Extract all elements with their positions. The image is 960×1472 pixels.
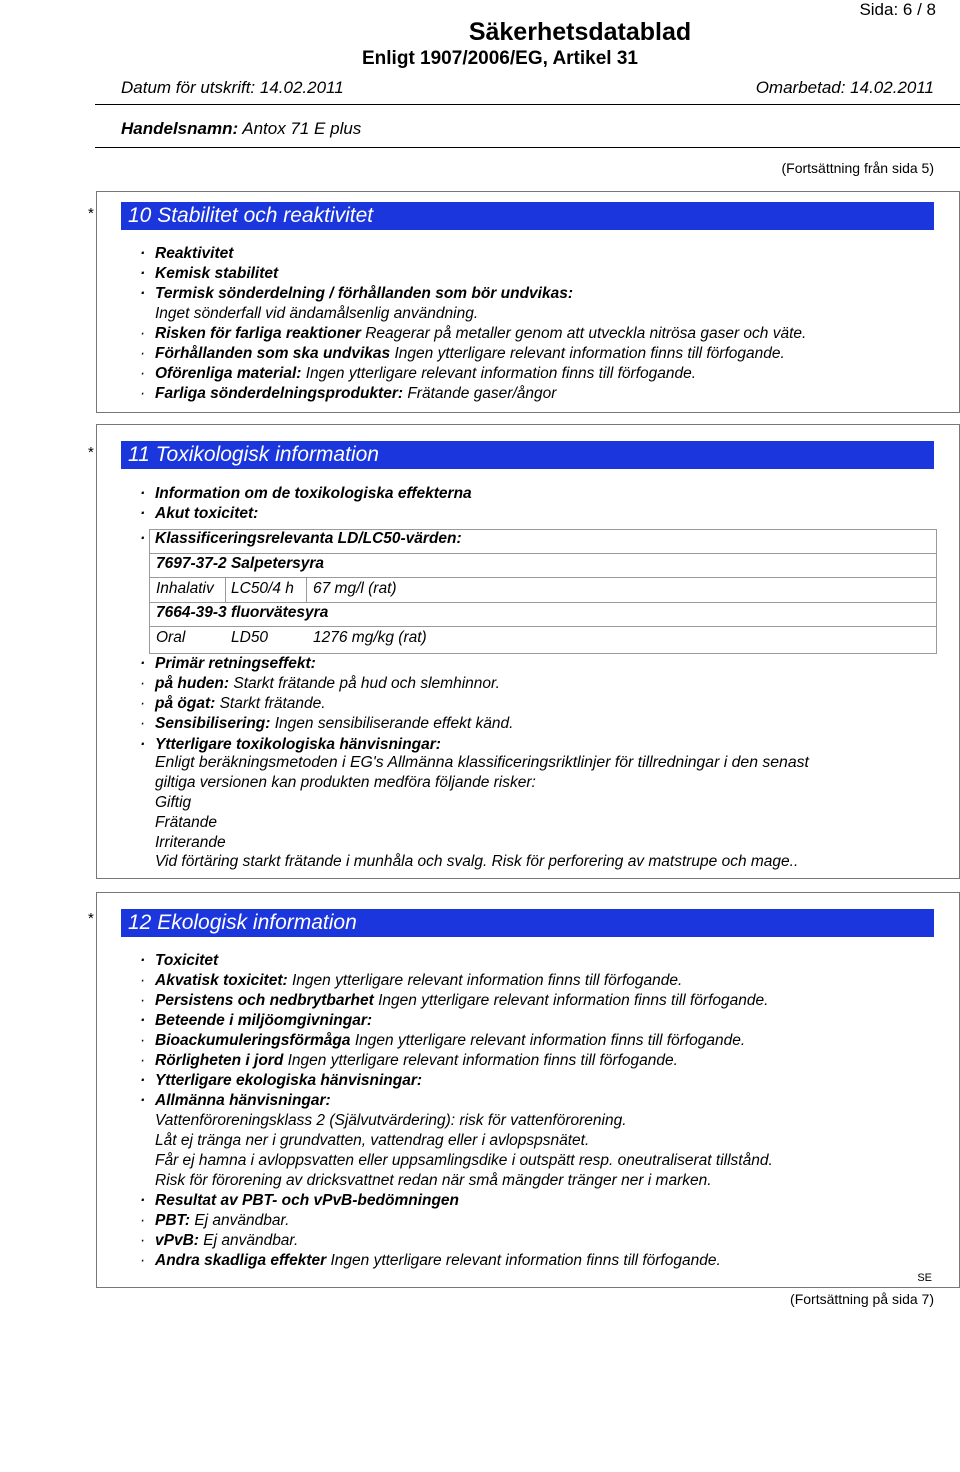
- change-marker: *: [88, 444, 94, 461]
- risk-item: Giftig: [155, 794, 192, 811]
- hazardous-reactions-line: · Risken för farliga reaktioner Reagerar på metaller genom att utveckla nitrösa gaser och väte.: [140, 325, 807, 342]
- reactivity-line: · Reaktivitet: [140, 245, 234, 262]
- section-11-heading: 11 Toxikologisk information: [121, 441, 934, 469]
- section-10-heading: 10 Stabilitet och reaktivitet: [121, 202, 934, 230]
- risk-item: Frätande: [155, 814, 218, 831]
- exposure-route: Inhalativ: [156, 580, 214, 597]
- risk-item: Irriterande: [155, 834, 226, 851]
- revised-date: Omarbetad: 14.02.2011: [755, 78, 934, 97]
- decomposition-products-line: · Farliga sönderdelningsprodukter: Frätande gaser/ångor: [140, 385, 557, 402]
- document-title: Säkerhetsdatablad: [468, 18, 692, 46]
- aquatic-toxicity-line: · Akvatisk toxicitet: Ingen ytterligare relevant information finns till förfogande.: [140, 972, 683, 989]
- product-divider: [95, 147, 960, 148]
- substance-name: 7697-37-2 Salpetersyra: [156, 555, 325, 572]
- table-divider: [225, 577, 226, 602]
- continued-from: (Fortsättning från sida 5): [781, 160, 934, 176]
- general-note: Låt ej tränga ner i grundvatten, vattendrag eller i avlopspsnätet.: [155, 1132, 590, 1149]
- further-info-line: · Ytterligare toxikologiska hänvisningar:: [140, 736, 441, 753]
- toxicological-info-line: · Information om de toxikologiska effekterna: [140, 485, 472, 502]
- toxicity-value: 67 mg/l (rat): [313, 580, 397, 597]
- acute-toxicity-line: · Akut toxicitet:: [140, 505, 259, 522]
- further-info-text: Enligt beräkningsmetoden i EG's Allmänna klassificeringsriktlinjer för tillredningar i den senast: [155, 754, 809, 771]
- table-rule: [149, 553, 937, 554]
- print-date: Datum för utskrift: 14.02.2011: [121, 78, 344, 97]
- thermal-decomposition-line: · Termisk sönderdelning / förhållanden som bör undvikas:: [140, 285, 574, 302]
- continued-to: (Fortsättning på sida 7): [790, 1291, 934, 1307]
- table-rule: [149, 577, 937, 578]
- toxicity-type: LC50/4 h: [231, 580, 294, 597]
- substance-name: 7664-39-3 fluorvätesyra: [156, 604, 329, 621]
- product-name: Handelsnamn: Antox 71 E plus: [121, 119, 362, 138]
- primary-irritation-line: · Primär retningseffekt:: [140, 655, 316, 672]
- section-12-heading: 12 Ekologisk information: [121, 909, 934, 937]
- bioaccumulation-line: · Bioackumuleringsförmåga Ingen ytterligare relevant information finns till förfogande.: [140, 1032, 746, 1049]
- conditions-to-avoid-line: · Förhållanden som ska undvikas Ingen ytterligare relevant information finns till förfogande.: [140, 345, 785, 362]
- pbt-assessment-line: · Resultat av PBT- och vPvB-bedömningen: [140, 1192, 460, 1209]
- soil-mobility-line: · Rörligheten i jord Ingen ytterligare relevant information finns till förfogande.: [140, 1052, 678, 1069]
- general-note: Risk för förorening av dricksvattnet redan när små mängder tränger ner i marken.: [155, 1172, 712, 1189]
- incompatible-materials-line: · Oförenliga material: Ingen ytterligare relevant information finns till förfogande.: [140, 365, 697, 382]
- further-info-text: giltiga versionen kan produkten medföra följande risker:: [155, 774, 536, 791]
- chemical-stability-line: · Kemisk stabilitet: [140, 265, 279, 282]
- table-divider: [306, 577, 307, 602]
- change-marker: *: [88, 910, 94, 927]
- sensitisation-line: · Sensibilisering: Ingen sensibiliserande effekt känd.: [140, 715, 514, 732]
- general-notes-line: · Allmänna hänvisningar:: [140, 1092, 331, 1109]
- general-note: Vattenföroreningsklass 2 (Självutvärdering): risk för vattenförorening.: [155, 1112, 627, 1129]
- skin-effect-line: · på huden: Starkt frätande på hud och slemhinnor.: [140, 675, 500, 692]
- toxicity-line: · Toxicitet: [140, 952, 219, 969]
- general-note: Får ej hamna i avloppsvatten eller uppsamlingsdike i outspätt resp. oneutraliserat tillstånd.: [155, 1152, 773, 1169]
- environmental-behaviour-line: · Beteende i miljöomgivningar:: [140, 1012, 373, 1029]
- page-number: Sida: 6 / 8: [859, 0, 936, 19]
- other-effects-line: · Andra skadliga effekter Ingen ytterligare relevant information finns till förfogande.: [140, 1252, 721, 1269]
- change-marker: *: [88, 205, 94, 222]
- eye-effect-line: · på ögat: Starkt frätande.: [140, 695, 326, 712]
- risk-item: Vid förtäring starkt frätande i munhåla och svalg. Risk för perforering av matstrupe och mage..: [155, 853, 799, 870]
- thermal-decomposition-text: Inget sönderfall vid ändamålsenlig användning.: [155, 305, 479, 322]
- document-subtitle: Enligt 1907/2006/EG, Artikel 31: [362, 48, 638, 69]
- persistence-line: · Persistens och nedbrytbarhet Ingen ytterligare relevant information finns till förfogande.: [140, 992, 769, 1009]
- toxicity-type: LD50: [231, 629, 269, 646]
- header-divider: [95, 104, 960, 105]
- table-title: · Klassificeringsrelevanta LD/LC50-värden:: [140, 530, 462, 547]
- language-code: SE: [917, 1272, 932, 1284]
- pbt-line: · PBT: Ej användbar.: [140, 1212, 290, 1229]
- vpvb-line: · vPvB: Ej användbar.: [140, 1232, 299, 1249]
- exposure-route: Oral: [156, 629, 186, 646]
- toxicity-value: 1276 mg/kg (rat): [313, 629, 427, 646]
- table-rule: [149, 626, 937, 627]
- ecological-notes-line: · Ytterligare ekologiska hänvisningar:: [140, 1072, 423, 1089]
- table-rule: [149, 602, 937, 603]
